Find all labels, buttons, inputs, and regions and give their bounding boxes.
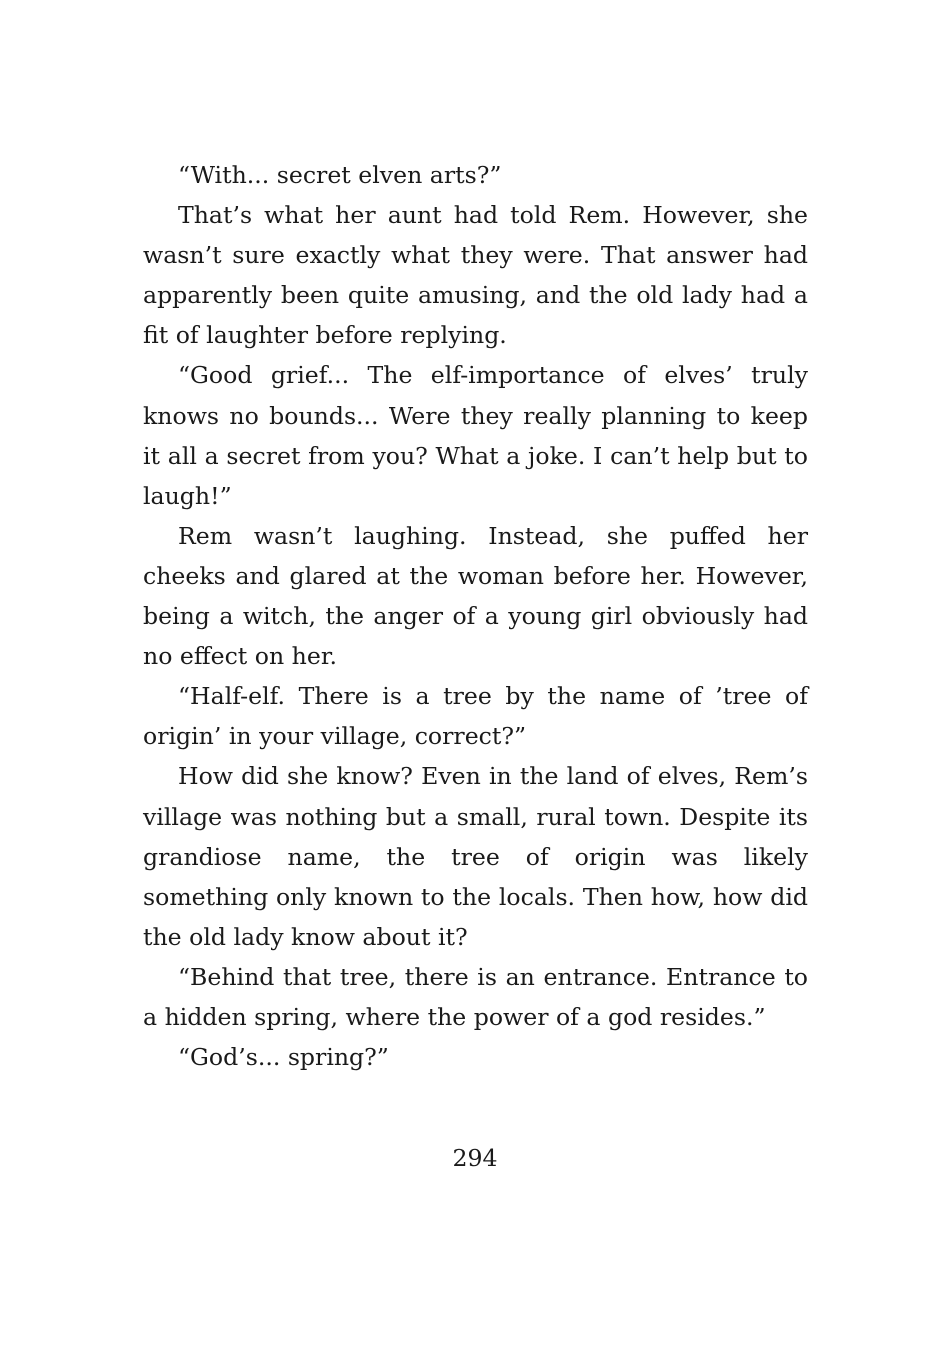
paragraph: “Good grief... The elf-importance of elves’ truly knows no bounds... Were they really planning to keep it all a secret from you? What a joke. I can’t help but to laugh!” (143, 361, 808, 510)
paragraph: Rem wasn’t laughing. Instead, she puffed her cheeks and glared at the woman before her. However, being a witch, the anger of a young girl obviously had no effect on her. (143, 521, 808, 671)
paragraph: “With... secret elven arts?” (178, 161, 502, 189)
paragraph: How did she know? Even in the land of elves, Rem’s village was nothing but a small, rural town. Despite its grandiose name, the tree of origin was likely something only known to the locals. Then how, how did the old lady know about it? (143, 762, 808, 951)
paragraph: “Half-elf. There is a tree by the name of ’tree of origin’ in your village, correct?” (143, 682, 808, 751)
paragraph: That’s what her aunt had told Rem. However, she wasn’t sure exactly what they were. That answer had apparently been quite amusing, and the old lady had a fit of laughter before replying. (143, 201, 808, 350)
paragraph: “God’s... spring?” (178, 1043, 389, 1072)
body-text (143, 155, 808, 1077)
page-number: 294 (452, 1144, 498, 1172)
paragraph: “Behind that tree, there is an entrance. Entrance to a hidden spring, where the power of a god resides.” (143, 962, 808, 1031)
